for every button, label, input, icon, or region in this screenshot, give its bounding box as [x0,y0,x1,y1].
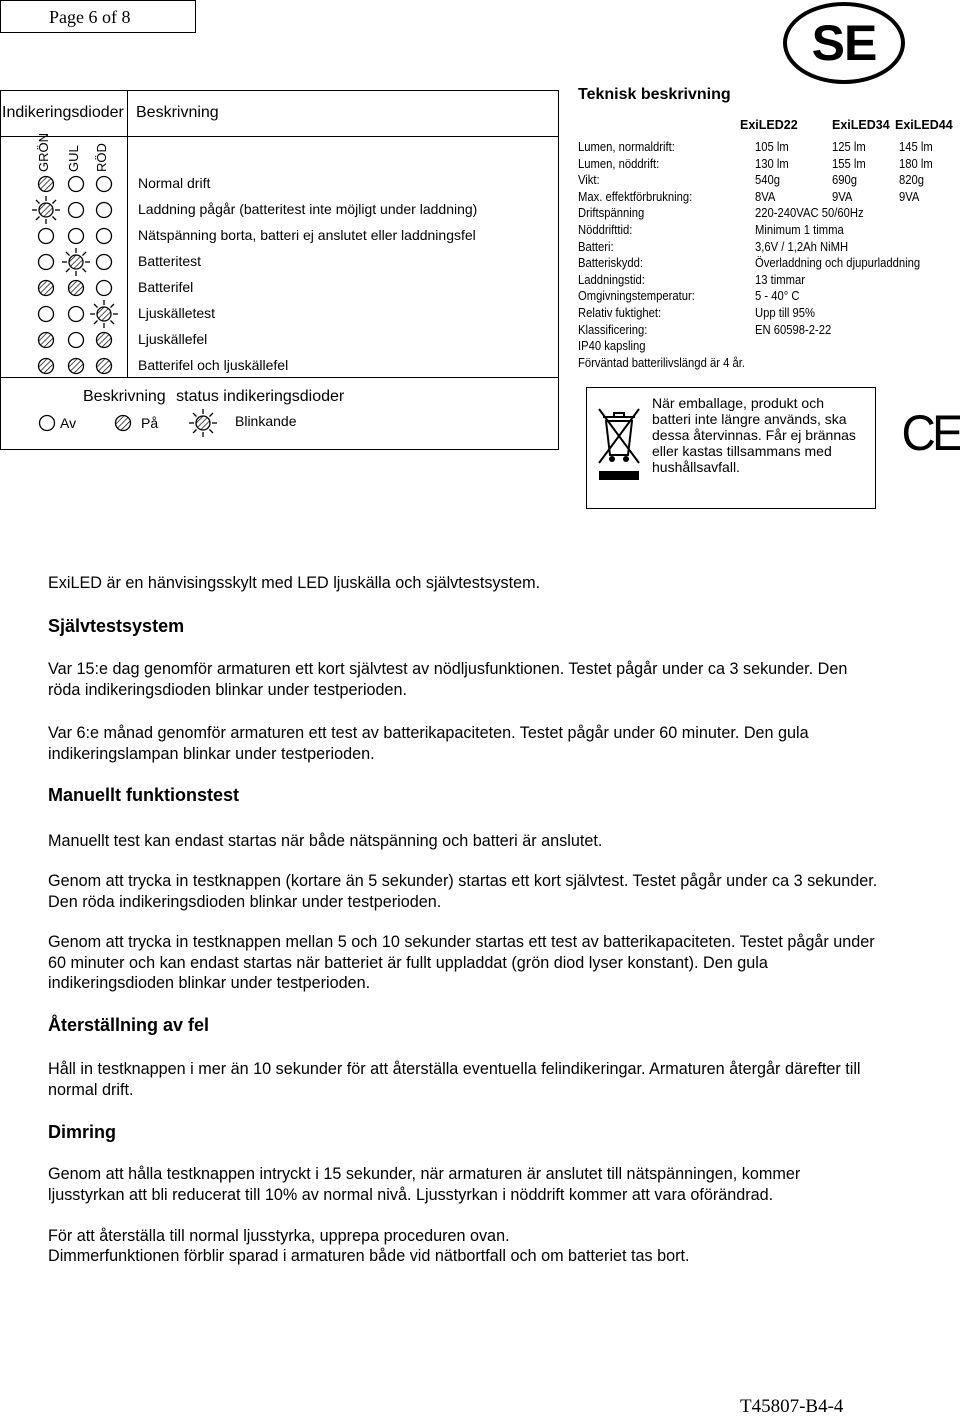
led-yellow-on-icon [67,279,85,297]
tech-title: Teknisk beskrivning [578,86,731,103]
led-label-green: GRÖN [36,133,51,172]
spec-value: 690g [832,173,858,188]
spec-value: 155 lm [832,156,866,171]
led-green-off-icon [37,253,55,271]
spec-label: IP40 kapsling [578,339,646,354]
table-header-desc: Beskrivning [136,104,219,121]
led-row-description: Nätspänning borta, batteri ej anslutet eller laddningsfel [138,227,476,243]
spec-label: Omgivningstemperatur: [578,289,695,304]
led-yellow-on-icon [67,357,85,375]
led-label-red: RÖD [94,143,109,172]
spec-value: 540g [755,173,781,188]
led-yellow-off-icon [67,227,85,245]
spec-label: Batteriskydd: [578,256,644,271]
page-num: 6 [88,7,98,27]
led-red-blink-icon [89,299,119,329]
legend-on-icon [114,414,132,432]
para-dimming-2: För att återställa till normal ljusstyrka, upprepa proceduren ovan. [48,1227,510,1245]
weee-bin-icon [596,403,642,483]
led-green-on-icon [37,175,55,193]
para-selftest-2: Var 6:e månad genomför armaturen ett test av batterikapaciteten. Testet pågår under 60 minuter. Den gula indikeringslampan blinkar under testperioden. [48,724,809,763]
led-red-off-icon [95,227,113,245]
spec-value: 5 - 40° C [755,289,800,304]
spec-value: 130 lm [755,156,789,171]
led-row-description: Laddning pågår (batteritest inte möjligt under laddning) [138,201,478,217]
spec-label: Förväntad batterilivslängd är 4 år. [578,355,745,370]
heading-manual-test: Manuellt funktionstest [48,785,240,805]
page-of: of [102,7,117,27]
led-red-off-icon [95,253,113,271]
table-divider-h2 [0,377,559,378]
legend-blink-icon [188,408,218,438]
spec-value: EN 60598-2-22 [755,322,832,337]
led-row-description: Normal drift [138,175,211,191]
led-row-description: Batterifel [138,279,194,295]
led-green-on-icon [37,331,55,349]
led-yellow-off-icon [67,331,85,349]
spec-label: Klassificering: [578,322,648,337]
led-green-on-icon [37,357,55,375]
led-red-on-icon [95,357,113,375]
legend-blink-label: Blinkande [235,413,297,429]
spec-value: 180 lm [899,156,933,171]
spec-label: Laddningstid: [578,272,645,287]
heading-dimming: Dimring [48,1122,117,1142]
weee-line-3: dessa återvinnas. Får ej brännas [652,427,856,443]
spec-label: Vikt: [578,173,600,188]
spec-value: 13 timmar [755,272,806,287]
spec-label: Relativ fuktighet: [578,306,662,320]
led-row-description: Ljuskällefel [138,331,208,347]
spec-value: 145 lm [899,140,933,154]
tech-model-3: ExiLED44 [895,118,953,132]
para-manual-3: Genom att trycka in testknappen mellan 5 och 10 sekunder startas ett test av batterikapaciteten. Testet pågår under 60 minuter och kan endast startas när batteriet är fullt uppladdat (grön diod lyser konstant). Den gula indikeringsdioden blinkar under testperioden. [48,933,875,992]
para-selftest-1: Var 15:e dag genomför armaturen ett kort självtest av nödljusfunktionen. Testet pågår under ca 3 sekunder. Den röda indikeringsdioden blinkar under testperioden. [48,660,848,699]
led-red-off-icon [95,201,113,219]
led-label-yellow: GUL [66,145,81,172]
led-row-description: Batterifel och ljuskällefel [138,357,289,373]
heading-reset: Återställning av fel [48,1015,210,1035]
led-red-off-icon [95,175,113,193]
spec-value: 820g [899,173,925,188]
weee-line-2: batteri inte längre används, ska [652,411,847,427]
spec-value: 125 lm [832,140,866,154]
tech-model-1: ExiLED22 [740,118,798,132]
spec-value: Upp till 95% [755,306,816,320]
para-reset: Håll in testknappen i mer än 10 sekunder för att återställa eventuella felindikeringar. Armaturen återgår därefter till normal drift. [48,1060,861,1099]
page-prefix: Page [49,7,84,27]
led-yellow-off-icon [67,201,85,219]
spec-value: 3,6V / 1,2Ah NiMH [755,239,849,254]
spec-value: Överladdning och djupurladdning [755,256,921,271]
led-yellow-off-icon [67,175,85,193]
led-yellow-blink-icon [61,247,91,277]
tech-model-2: ExiLED34 [832,118,890,132]
led-yellow-off-icon [67,305,85,323]
led-green-off-icon [37,305,55,323]
spec-label: Driftspänning [578,206,645,221]
led-row-description: Ljuskälletest [138,305,216,321]
country-badge [783,2,905,84]
legend-title [83,388,344,406]
led-red-off-icon [95,279,113,297]
spec-value: 9VA [899,189,920,204]
page-total: 8 [121,7,131,27]
legend-off-label: Av [60,415,77,431]
spec-label: Lumen, normaldrift: [578,140,675,154]
table-header-leds: Indikeringsdioder [2,104,124,121]
spec-value: 105 lm [755,140,789,154]
para-manual-1: Manuellt test kan endast startas när både nätspänning och batteri är anslutet. [48,832,603,850]
weee-line-5: hushållsavfall. [652,459,740,475]
led-green-on-icon [37,279,55,297]
ce-mark: CE [901,405,960,461]
para-manual-2: Genom att trycka in testknappen (kortare än 5 sekunder) startas ett kort självtest. Testet pågår under ca 3 sekunder. Den röda indikeringsdioden blinkar under testperioden. [48,872,878,911]
led-green-blink-icon [31,195,61,225]
table-divider-v [127,90,128,377]
weee-line-1: När emballage, produkt och [652,395,824,411]
legend-title-1: Beskrivning [83,388,166,405]
legend-off-icon [38,414,56,432]
country-code: SE [811,15,877,71]
weee-line-4: eller kastas tillsammans med [652,443,832,459]
intro-text: ExiLED är en hänvisingsskylt med LED ljuskälla och självtestsystem. [48,574,541,592]
spec-label: Nöddrifttid: [578,223,633,237]
spec-value: 8VA [755,189,776,204]
led-green-off-icon [37,227,55,245]
para-dimming-1: Genom att hålla testknappen intryckt i 15 sekunder, när armaturen är anslutet till nätspänningen, kommer ljusstyrkan att bli reducerat till 10% av normal nivå. Ljusstyrkan i nöddrift kommer att vara oförändrad. [48,1165,801,1204]
led-red-on-icon [95,331,113,349]
doc-code: T45807-B4-4 [740,1396,844,1417]
heading-selftest: Självtestsystem [48,616,185,636]
spec-value: Minimum 1 timma [755,223,844,237]
spec-value: 9VA [832,189,853,204]
para-dimming-3: Dimmerfunktionen förblir sparad i armaturen både vid nätbortfall och om batteriet tas bort. [48,1247,690,1265]
page-number [0,0,196,33]
weee-text [652,395,856,475]
spec-label: Max. effektförbrukning: [578,189,693,204]
table-divider-h1 [0,136,559,137]
spec-label: Lumen, nöddrift: [578,156,660,171]
legend-title-2: status indikeringsdioder [176,388,345,405]
legend-on-label: På [141,415,159,431]
spec-value: 220-240VAC 50/60Hz [755,206,864,221]
led-row-description: Batteritest [138,253,202,269]
spec-label: Batteri: [578,239,614,254]
